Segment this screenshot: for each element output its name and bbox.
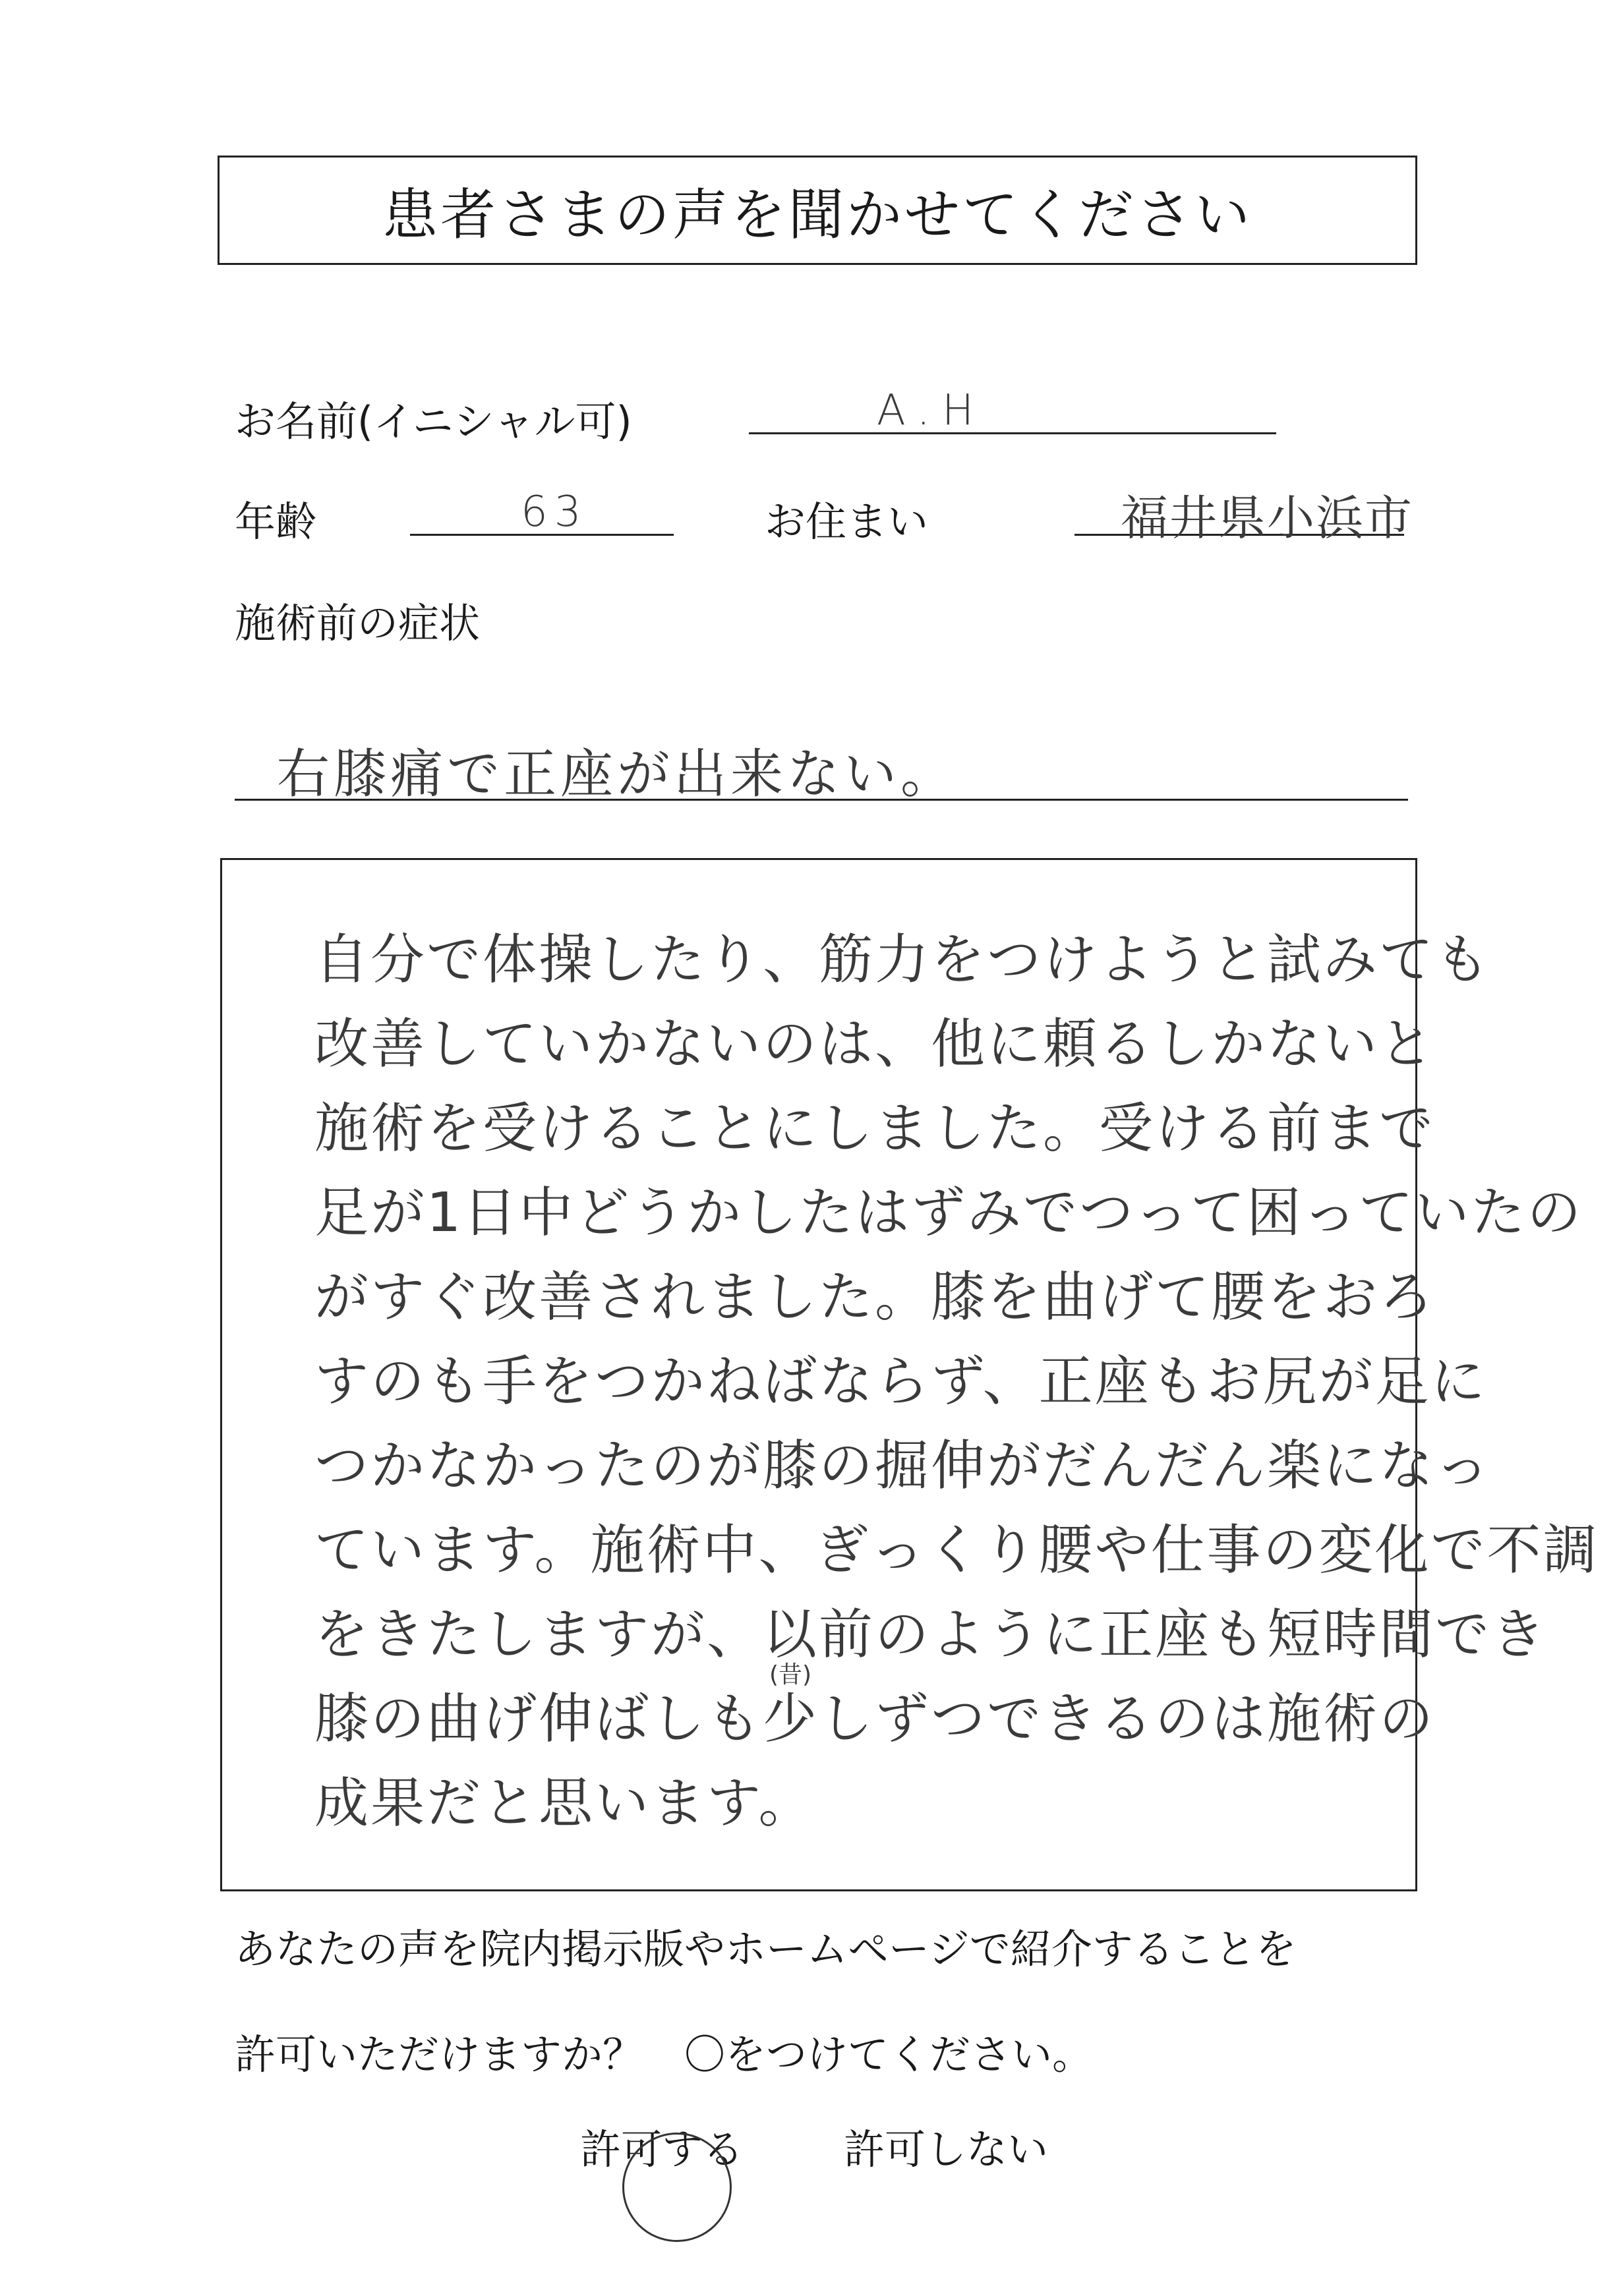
consent-question-line2: 許可いただけますか？ 〇をつけてください。: [235, 2030, 1094, 2079]
comment-line: 足が1日中どうかしたはずみでつって困っていたの: [314, 1182, 1583, 1244]
comment-line: 自分で体操したり、筋力をつけようと試みても: [314, 929, 1492, 991]
age-label: 年齢: [235, 498, 317, 546]
allow-option[interactable]: 許可する: [580, 2125, 744, 2173]
symptom-label: 施術前の症状: [235, 599, 481, 647]
name-label: お名前(イニシャル可): [235, 397, 632, 445]
form-title: 患者さまの声を聞かせてください: [218, 156, 1417, 265]
comment-line: 改善していかないのは、他に頼るしかないと: [314, 1013, 1436, 1076]
name-value[interactable]: A.H: [877, 386, 986, 435]
address-value[interactable]: 福井県小浜市: [1121, 490, 1414, 546]
name-underline: [749, 432, 1276, 434]
comment-box[interactable]: [220, 858, 1599, 1891]
comment-line: 膝の曲げ伸ばしも少しずつできるのは施術の: [314, 1688, 1436, 1750]
comment-line: がすぐ改善されました。膝を曲げて腰をおろ: [314, 1266, 1436, 1329]
age-value[interactable]: 63: [521, 488, 588, 536]
symptom-value[interactable]: 右膝痛で正座が出来ない。: [277, 743, 957, 805]
comment-line: つかなかったのが膝の掘伸がだんだん楽になっ: [314, 1435, 1492, 1497]
comment-ruby: (昔): [769, 1661, 812, 1688]
comment-line: ています。施術中、ぎっくり腰や仕事の変化で不調: [314, 1519, 1599, 1582]
comment-line: 成果だと思います。: [314, 1772, 815, 1835]
comment-line: すのも手をつかねばならず、正座もお尻が足に: [314, 1350, 1487, 1413]
comment-line: 施術を受けることにしました。受ける前まで: [314, 1097, 1436, 1160]
deny-option[interactable]: 許可しない: [844, 2125, 1049, 2173]
comment-line: をきたしますが、以前のように正座も短時間でき: [314, 1603, 1548, 1666]
consent-question-line1: あなたの声を院内掲示版やホームページで紹介することを: [235, 1925, 1297, 1973]
address-label: お住まい: [765, 498, 929, 546]
selection-circle: [622, 2133, 732, 2242]
